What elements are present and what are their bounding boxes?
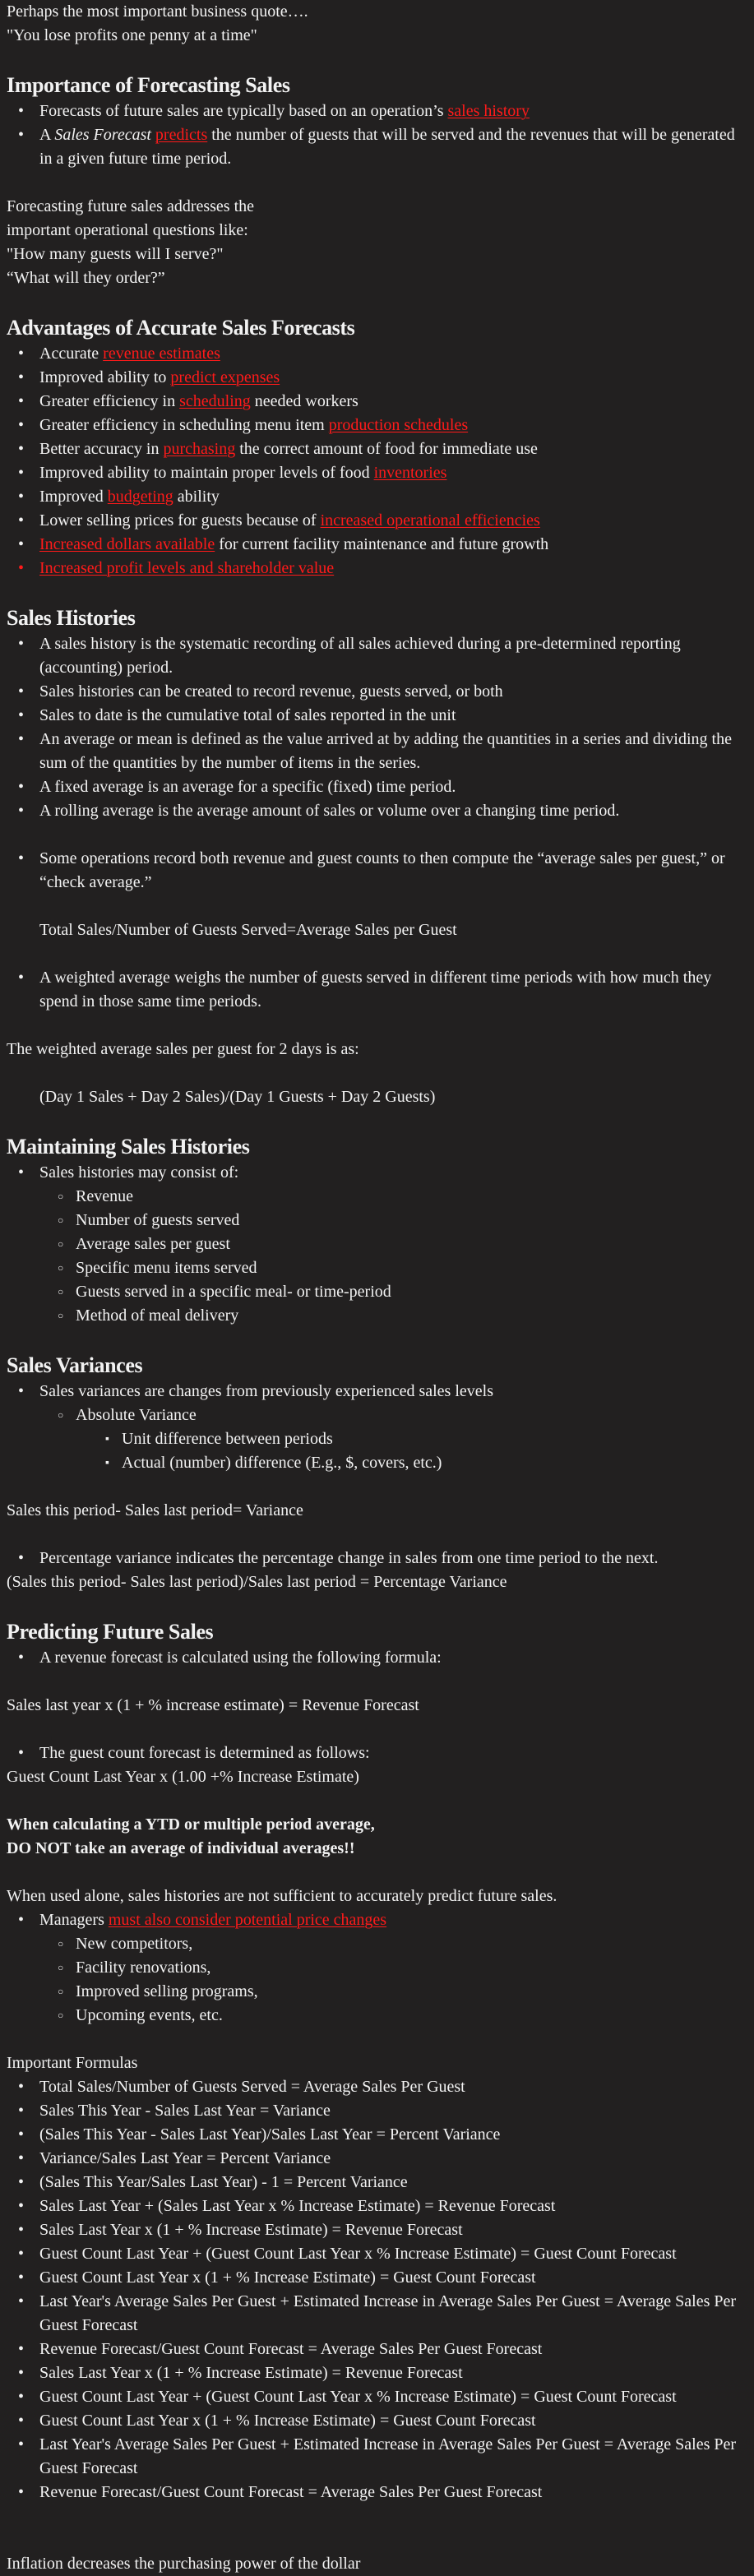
advantages-list [7, 342, 740, 580]
quote-line: "You lose profits one penny at a time" [7, 26, 257, 44]
highlight-link[interactable]: Increased dollars available [39, 535, 215, 553]
link-predicts[interactable]: predicts [155, 126, 208, 144]
list-item-text: Lower selling prices for guests because of [39, 511, 321, 530]
questions-line: "How many guests will I serve?" [7, 245, 224, 263]
formula-item: • Guest Count Last Year x (1 + % Increase Estimate) = Guest Count Forecast [13, 2266, 740, 2290]
sublist-item: ○ Guests served in a specific meal- or time-period [58, 1280, 740, 1304]
formula-item: • Sales Last Year x (1 + % Increase Estimate) = Revenue Forecast [13, 2218, 740, 2242]
list-item: • Sales histories can be created to record revenue, guests served, or both [13, 680, 740, 704]
list-item [13, 1380, 740, 1475]
formula-item: • Guest Count Last Year + (Guest Count Last Year x % Increase Estimate) = Guest Count Forecast [13, 2242, 740, 2266]
list-item-text: the number of guests that will be served and the revenues that will be generated in a given future time period. [39, 126, 735, 168]
factors-sublist [39, 1932, 740, 2028]
list-item: • A rolling average is the average amount of sales or volume over a changing time period. [13, 799, 740, 823]
list-item-text: Better accuracy in [39, 440, 164, 458]
warning-line: DO NOT take an average of individual averages!! [7, 1839, 355, 1857]
formula-average-sales: Total Sales/Number of Guests Served=Average Sales per Guest [39, 921, 457, 939]
managers-list [7, 1908, 740, 2028]
formula-weighted: (Day 1 Sales + Day 2 Sales)/(Day 1 Guests + Day 2 Guests) [39, 1088, 436, 1106]
list-item: • A revenue forecast is calculated using the following formula: [13, 1646, 740, 1670]
list-item-text: Improved [39, 488, 108, 506]
formula-variance: Sales this period- Sales last period= Variance [7, 1501, 303, 1519]
formula-item: • (Sales This Year/Sales Last Year) - 1 = Percent Variance [13, 2171, 740, 2194]
questions-line: important operational questions like: [7, 221, 248, 239]
questions-line: “What will they order?” [7, 269, 165, 287]
list-item [13, 1161, 740, 1328]
section-heading-advantages: Advantages of Accurate Sales Forecasts [7, 316, 355, 340]
highlight-link[interactable]: predict expenses [170, 368, 280, 386]
advantage-item [13, 390, 740, 414]
formula-item: • Guest Count Last Year x (1 + % Increase Estimate) = Guest Count Forecast [13, 2409, 740, 2433]
sublist-item: ○ Specific menu items served [58, 1256, 740, 1280]
weighted-intro: The weighted average sales per guest for 2 days is as: [7, 1040, 359, 1058]
list-item: • Sales to date is the cumulative total of sales reported in the unit [13, 704, 740, 728]
sublist-item: ○ Average sales per guest [58, 1233, 740, 1256]
sublist-item: ○ Number of guests served [58, 1209, 740, 1233]
list-item: • Some operations record both revenue and guest counts to then compute the “average sales per guest,” or “check average.” [13, 847, 740, 895]
sublist-item [58, 1404, 740, 1475]
importance-list [7, 99, 740, 171]
highlight-link[interactable]: increased operational efficiencies [320, 511, 540, 530]
variances-list [7, 1380, 740, 1475]
alone-note: When used alone, sales histories are not sufficient to accurately predict future sales. [7, 1887, 557, 1905]
list-item [13, 99, 740, 123]
variances-list-pct [7, 1547, 740, 1570]
maintaining-list [7, 1161, 740, 1328]
formula-item: • Revenue Forecast/Guest Count Forecast = Average Sales Per Guest Forecast [13, 2338, 740, 2361]
advantage-item [13, 557, 740, 580]
formula-percentage-variance: (Sales this period- Sales last period)/Sales last period = Percentage Variance [7, 1573, 507, 1591]
formula-item: • Last Year's Average Sales Per Guest + Estimated Increase in Average Sales Per Guest = Average Sales Per Guest Forecast [13, 2433, 740, 2481]
list-item-text: Improved ability to [39, 368, 171, 386]
list-item-text: Forecasts of future sales are typically based on an operation’s [39, 102, 448, 120]
list-item: • A weighted average weighs the number of guests served in different time periods with how much they spend in those same time periods. [13, 966, 740, 1014]
list-item: • The guest count forecast is determined as follows: [13, 1741, 740, 1765]
highlight-link[interactable]: inventories [373, 464, 447, 482]
histories-list-cont [7, 847, 740, 895]
advantage-item [13, 509, 740, 533]
sublist-item: ○ Revenue [58, 1185, 740, 1209]
list-item-text: Managers [39, 1911, 109, 1929]
list-item: • An average or mean is defined as the value arrived at by adding the quantities in a series and dividing the sum of the quantities by the number of items in the series. [13, 728, 740, 775]
section-heading-maintaining: Maintaining Sales Histories [7, 1135, 250, 1159]
list-item-text: Sales histories may consist of: [39, 1163, 239, 1182]
formula-item: • Sales Last Year + (Sales Last Year x % Increase Estimate) = Revenue Forecast [13, 2194, 740, 2218]
intro-line: Perhaps the most important business quote…. [7, 2, 308, 21]
list-item-text: ability [173, 488, 220, 506]
sublist-item: ○ Facility renovations, [58, 1956, 740, 1980]
sublist-item: ○ Upcoming events, etc. [58, 2004, 740, 2028]
section-heading-importance: Importance of Forecasting Sales [7, 73, 290, 97]
advantage-item [13, 414, 740, 437]
highlight-link[interactable]: budgeting [107, 488, 173, 506]
formulas-list [7, 2075, 740, 2504]
italic-term: Sales Forecast [54, 126, 151, 144]
sublist-item: ○ Improved selling programs, [58, 1980, 740, 2004]
sublist-item-text: Absolute Variance [76, 1406, 197, 1424]
variances-sublist [39, 1404, 740, 1475]
formula-item: • Last Year's Average Sales Per Guest + Estimated Increase in Average Sales Per Guest = Average Sales Per Guest Forecast [13, 2290, 740, 2338]
subsublist-item: ▪ Unit difference between periods [105, 1427, 740, 1451]
advantage-item [13, 485, 740, 509]
formula-item: • Sales This Year - Sales Last Year = Variance [13, 2099, 740, 2123]
formula-item: • Guest Count Last Year + (Guest Count Last Year x % Increase Estimate) = Guest Count Forecast [13, 2385, 740, 2409]
highlight-link[interactable]: Increased profit levels and shareholder value [39, 559, 335, 577]
subsublist-item: ▪ Actual (number) difference (E.g., $, covers, etc.) [105, 1451, 740, 1475]
maintaining-sublist [39, 1185, 740, 1328]
list-item-text: Greater efficiency in scheduling menu item [39, 416, 329, 434]
link-sales-history[interactable]: sales history [447, 102, 530, 120]
list-item: • Percentage variance indicates the percentage change in sales from one time period to the next. [13, 1547, 740, 1570]
warning-line: When calculating a YTD or multiple period average, [7, 1815, 375, 1834]
formula-item: • Sales Last Year x (1 + % Increase Estimate) = Revenue Forecast [13, 2361, 740, 2385]
histories-list-weighted [7, 966, 740, 1014]
formulas-heading: Important Formulas [7, 2054, 138, 2072]
advantage-item [13, 461, 740, 485]
list-item: • A sales history is the systematic recording of all sales achieved during a pre-determined reporting (accounting) period. [13, 632, 740, 680]
inflation-note: Inflation decreases the purchasing power of the dollar [7, 2555, 361, 2573]
list-item-text: for current facility maintenance and future growth [215, 535, 549, 553]
variances-subsublist [76, 1427, 740, 1475]
list-item-text: Sales variances are changes from previously experienced sales levels [39, 1382, 493, 1400]
formula-guest-count: Guest Count Last Year x (1.00 +% Increase Estimate) [7, 1768, 359, 1786]
formula-item: • (Sales This Year - Sales Last Year)/Sales Last Year = Percent Variance [13, 2123, 740, 2147]
highlight-link[interactable]: revenue estimates [103, 345, 220, 363]
list-item-text: the correct amount of food for immediate use [235, 440, 538, 458]
list-item-text: Accurate [39, 345, 104, 363]
section-heading-variances: Sales Variances [7, 1353, 143, 1377]
list-item [13, 123, 740, 171]
list-item [13, 1908, 740, 2028]
section-heading-predicting: Predicting Future Sales [7, 1620, 214, 1644]
predicting-list [7, 1646, 740, 1670]
list-item: • A fixed average is an average for a specific (fixed) time period. [13, 775, 740, 799]
histories-list [7, 632, 740, 823]
list-item-text: A [39, 126, 55, 144]
formula-item: • Total Sales/Number of Guests Served = Average Sales Per Guest [13, 2075, 740, 2099]
list-item-text: needed workers [250, 392, 358, 410]
highlight-link[interactable]: purchasing [163, 440, 236, 458]
advantage-item [13, 366, 740, 390]
sublist-item: ○ Method of meal delivery [58, 1304, 740, 1328]
advantage-item [13, 342, 740, 366]
highlight-link[interactable]: scheduling [179, 392, 251, 410]
formula-item: • Revenue Forecast/Guest Count Forecast = Average Sales Per Guest Forecast [13, 2481, 740, 2504]
list-item-text: Improved ability to maintain proper levels of food [39, 464, 374, 482]
section-heading-histories: Sales Histories [7, 606, 136, 630]
predicting-list-guest [7, 1741, 740, 1765]
advantage-item [13, 437, 740, 461]
sublist-item: ○ New competitors, [58, 1932, 740, 1956]
formula-revenue-forecast: Sales last year x (1 + % increase estimate) = Revenue Forecast [7, 1696, 419, 1714]
list-item-text: Greater efficiency in [39, 392, 180, 410]
questions-line: Forecasting future sales addresses the [7, 197, 255, 215]
link-price-changes[interactable]: must also consider potential price changes [108, 1911, 387, 1929]
advantage-item [13, 533, 740, 557]
highlight-link[interactable]: production schedules [328, 416, 469, 434]
formula-item: • Variance/Sales Last Year = Percent Variance [13, 2147, 740, 2171]
